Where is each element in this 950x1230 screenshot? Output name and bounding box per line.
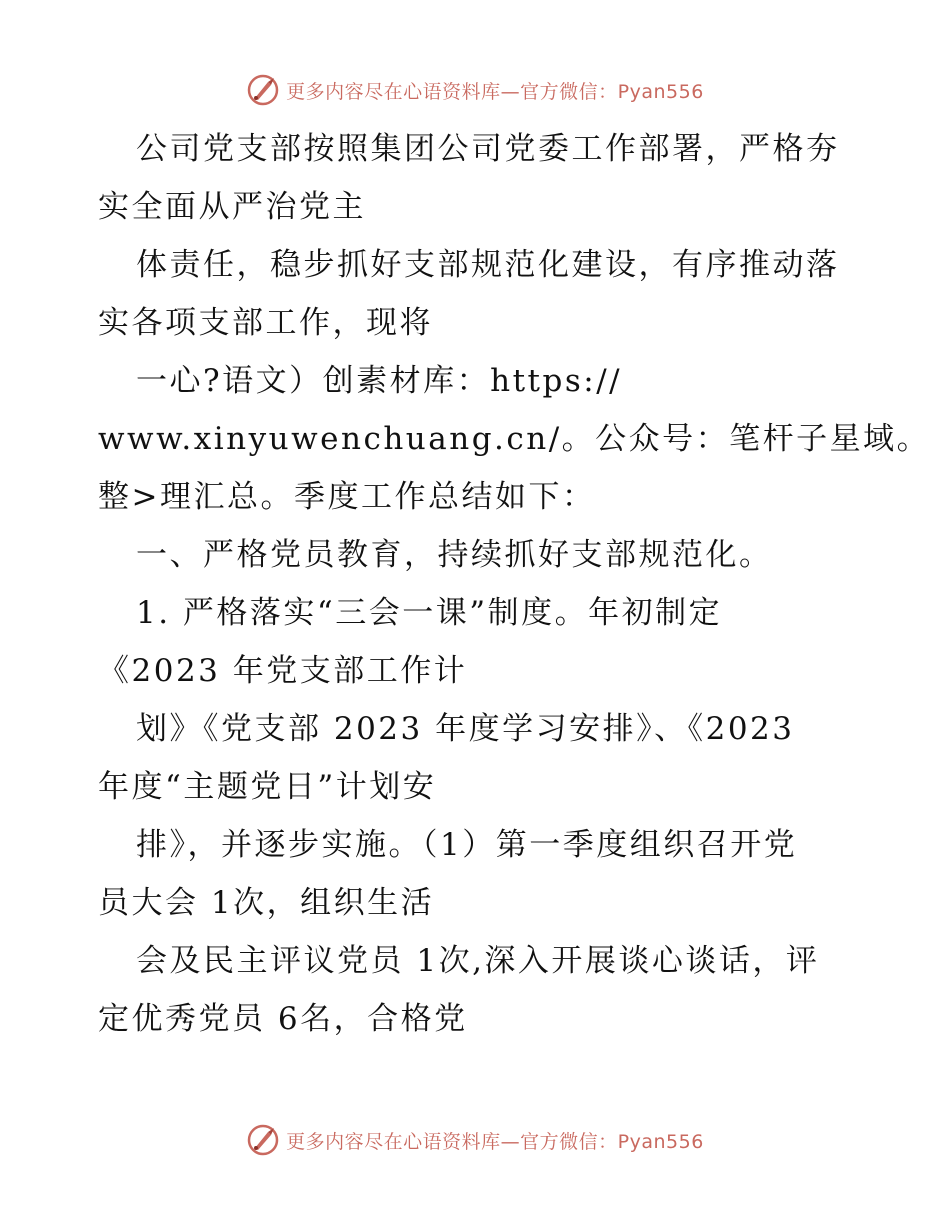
quill-pen-logo-icon [246,73,280,107]
text-line: www.xinyuwenchuang.cn/。公众号：笔杆子星域。 [98,421,931,457]
text-line: 实全面从严治党主 [98,189,366,225]
text-line: 划》《党支部 2023 年度学习安排》、《2023 [136,711,795,747]
watermark-text: 更多内容尽在心语资料库—官方微信：Pyan556 [286,80,704,103]
header-watermark [0,70,950,110]
document-body [98,125,931,1053]
text-line: 会及民主评议党员 1次,深入开展谈心谈话，评 [136,943,820,979]
watermark-text: 更多内容尽在心语资料库—官方微信：Pyan556 [286,1130,704,1153]
text-line: 实各项支部工作，现将 [98,305,433,341]
text-line: 1. 严格落实“三会一课”制度。年初制定 [136,595,723,631]
section-heading: 一、严格党员教育，持续抓好支部规范化。 [136,537,773,573]
quill-pen-logo-icon [246,1123,280,1157]
text-line: 整>理汇总。季度工作总结如下： [98,479,596,515]
text-line: 年度“主题党日”计划安 [98,769,437,805]
text-line: 员大会 1次，组织生活 [98,885,435,921]
text-line: 《2023 年党支部工作计 [98,653,468,689]
text-line: 排》，并逐步实施。（1）第一季度组织召开党 [136,827,798,863]
text-line: 体责任，稳步抓好支部规范化建设，有序推动落 [136,247,840,283]
footer-watermark [0,1120,950,1160]
text-line: 一心?语文）创素材库：https:// [136,363,623,399]
text-line: 公司党支部按照集团公司党委工作部署，严格夯 [136,131,840,167]
text-line: 定优秀党员 6名，合格党 [98,1001,468,1037]
